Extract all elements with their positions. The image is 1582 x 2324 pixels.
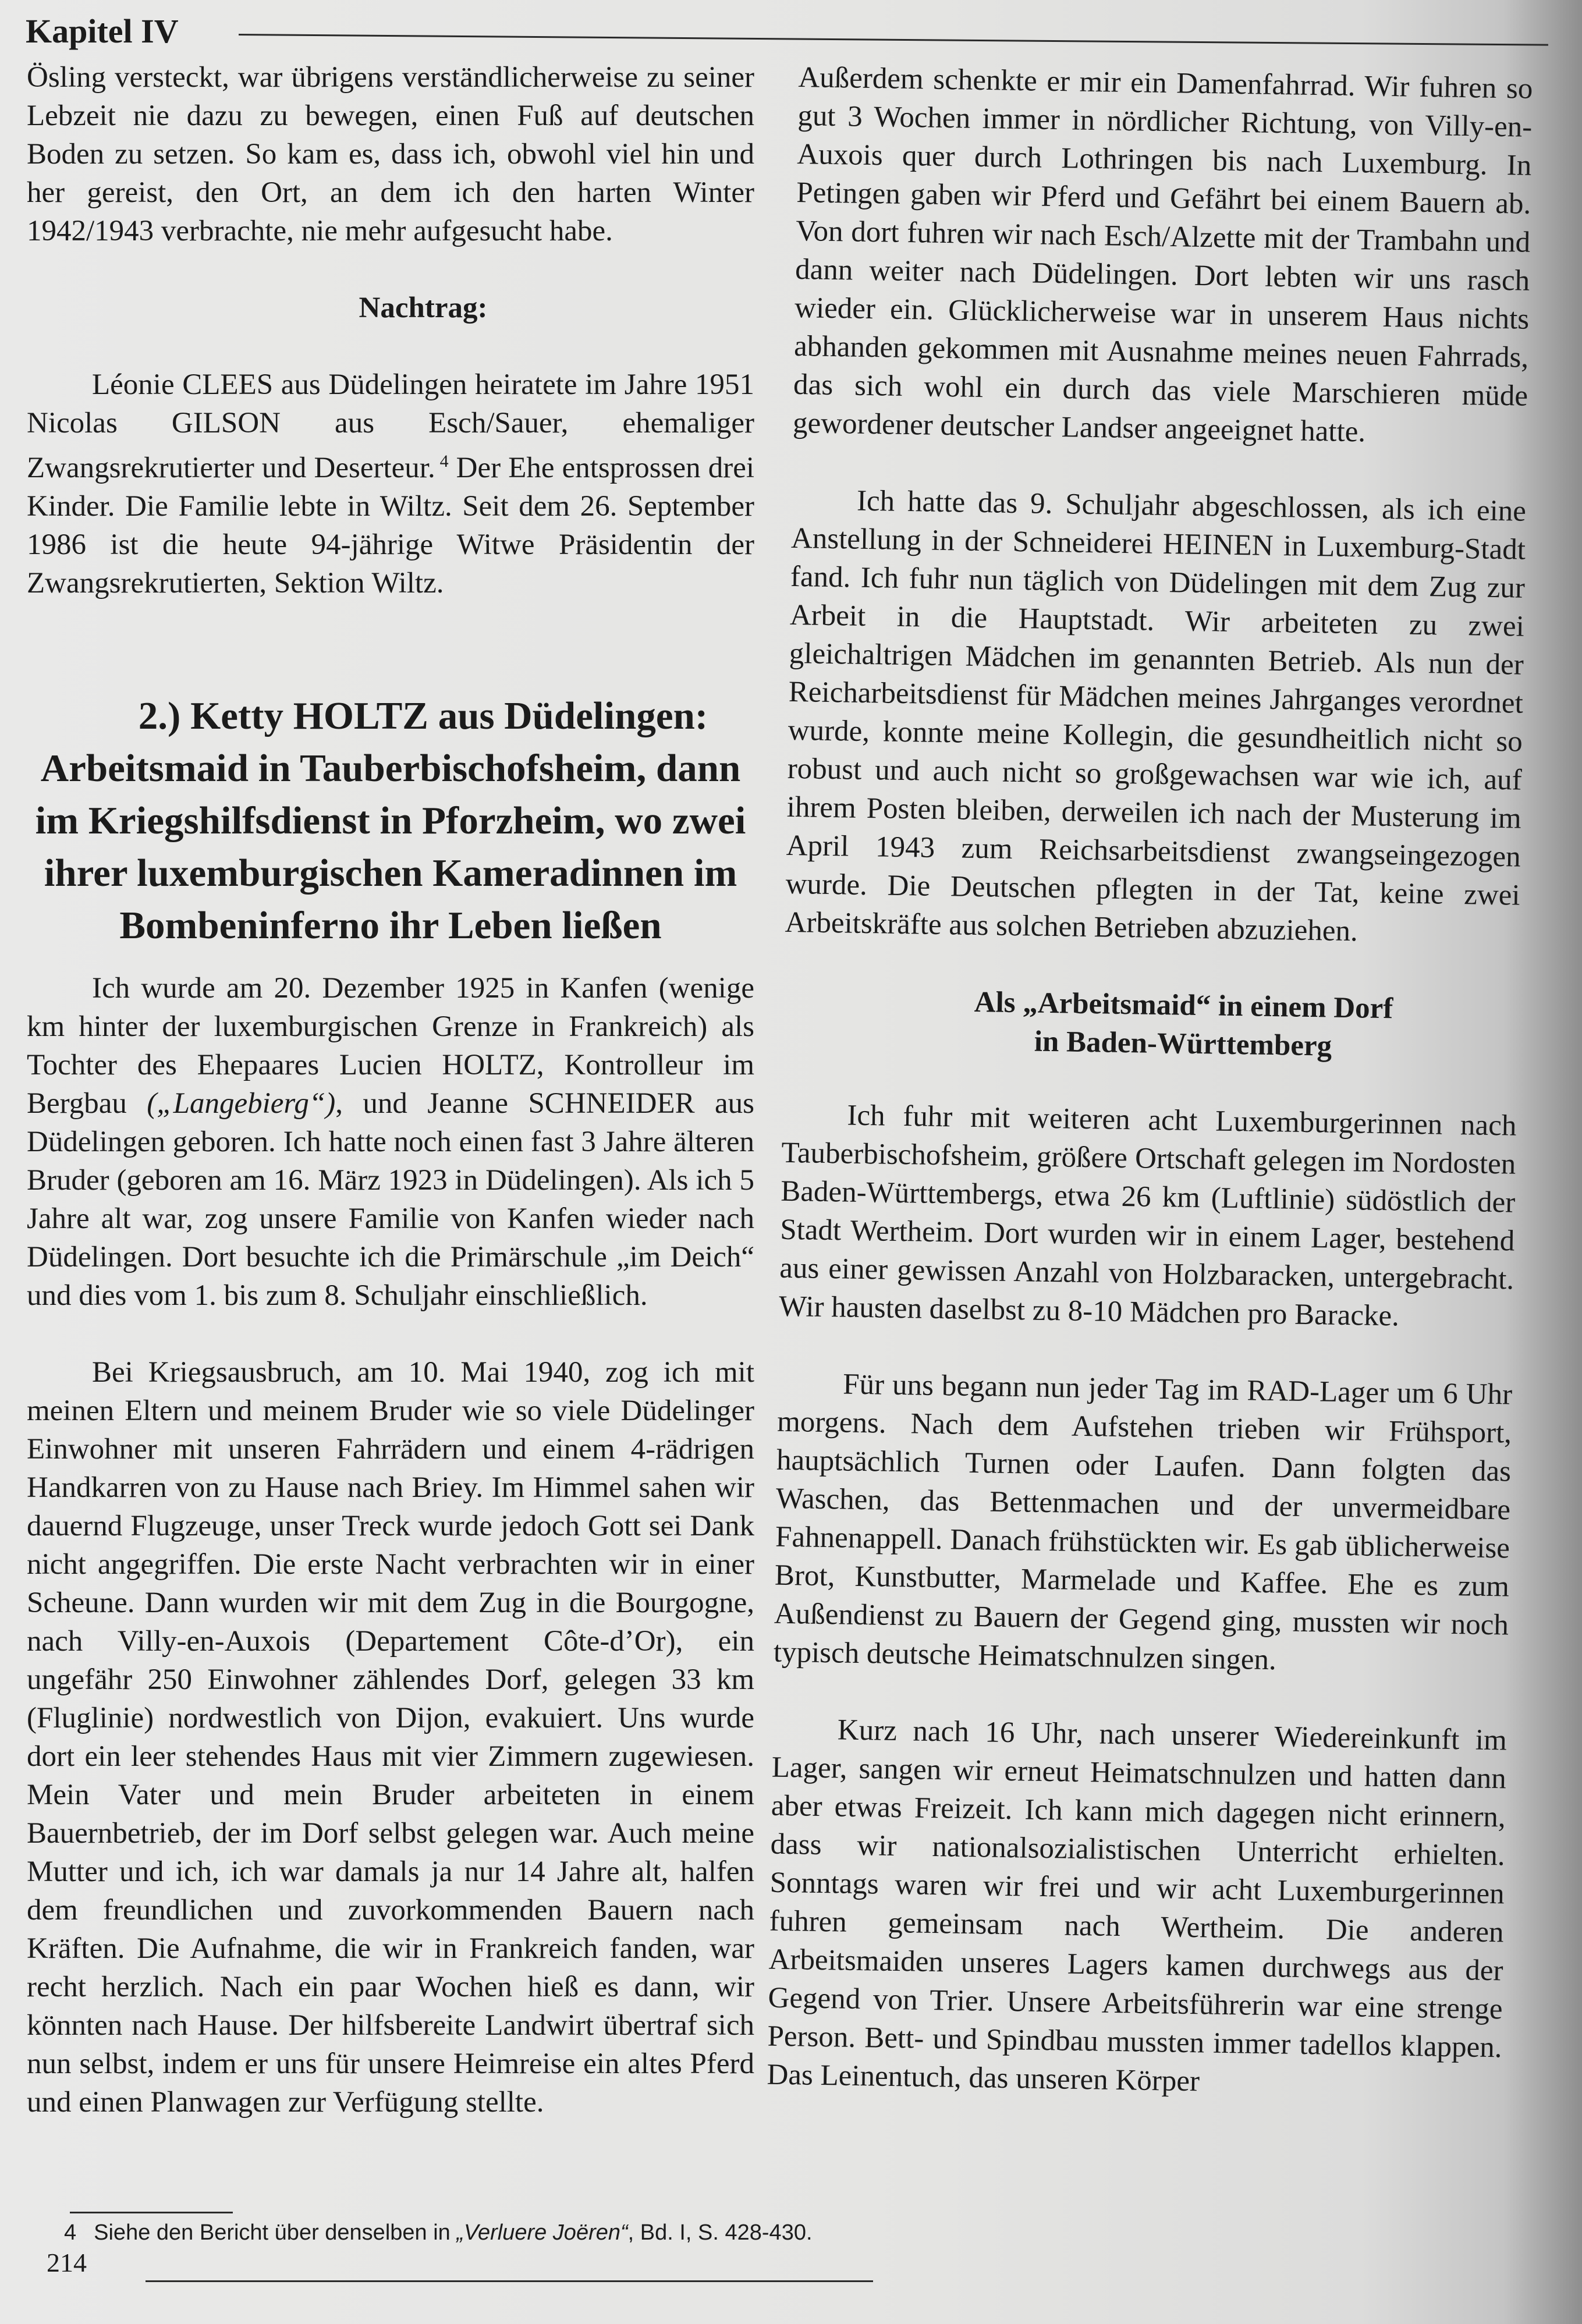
footnote-italic: „Verluere Joëren“ xyxy=(456,2220,628,2245)
footnote-reference: 4 xyxy=(439,452,449,471)
left-paragraph-4: Bei Kriegsausbruch, am 10. Mai 1940, zog ich mit meinen Eltern und meinem Bruder wie so viele Düdelinger Einwohner mit unseren Fahrrädern und einem 4-rädrigen Handkarren von zu Hause nach Briey. Im Himmel sahen wir dauernd Flugzeuge, unser Treck wurde jedoch Gott sei Dank nicht angegriffen. Die erste Nacht verbrachten wir in einer Scheune. Dann wurden wir mit dem Zug in die Bourgogne, nach Villy-en-Auxois (Departement Côte-d’Or), ein ungefähr 250 Einwohner zählendes Dorf, gelegen 33 km (Fluglinie) nordwestlich von Dijon, evakuiert. Uns wurde dort ein leer stehendes Haus mit vier Zimmern zugewiesen. Mein Vater und mein Bruder arbeiteten in einem Bauernbetrieb, der im Dorf selbst gelegen war. Auch meine Mutter und ich, ich war damals ja nur 14 Jahre alt, halfen dem freundlichen und zuvorkommenden Bauern nach Kräften. Die Aufnahme, die wir in Frankreich fanden, war recht herzlich. Nach ein paar Wochen hieß es dann, wir könnten nach Hause. Der hilfsbereite Landwirt übertraf sich nun selbst, indem er uns für unsere Heimreise ein altes Pferd und einen Planwagen zur Verfügung stellte. xyxy=(27,1356,754,2119)
left-paragraph-2-part-b: Der Ehe entsprossen drei Kinder. Die Familie lebte in Wiltz. Seit dem 26. September 1986 ist die heute 94-jährige Witwe Präsidentin der Zwangsrekrutierten, Sektion Wiltz. xyxy=(27,452,754,599)
left-paragraph-1: Ösling versteckt, war übrigens verständlicherweise zu seiner Lebzeit nie dazu zu bewegen, einen Fuß auf deutschen Boden zu setzen. So kam es, dass ich, obwohl viel hin und her gereist, den Ort, an dem ich den harten Winter 1942/1943 verbrachte, nie mehr aufgesucht habe. xyxy=(27,61,754,247)
article-title: 2.) Ketty HOLTZ aus Düdelingen: Arbeitsmaid in Tauberbischofsheim, dann im Kriegshilfsdienst in Pforzheim, wo zwei ihrer luxemburgischen Kameradinnen im Bombeninferno ihr Leben ließen xyxy=(35,694,746,947)
left-paragraph-3 xyxy=(27,969,754,1315)
left-paragraph-3-part-b: , und Jeanne SCHNEIDER aus Düdelingen geboren. Ich hatte noch einen fast 3 Jahre älteren Bruder (geboren am 16. März 1923 in Düdelingen). Als ich 5 Jahre alt war, zog unsere Familie von Kanfen wieder nach Düdelingen. Dort besuchte ich die Primärschule „im Deich“ und dies vom 1. bis zum 8. Schuljahr einschließlich. xyxy=(27,1087,755,1312)
footnote-text-after: , Bd. I, S. 428-430. xyxy=(627,2220,813,2245)
header-rule xyxy=(239,34,1548,46)
left-paragraph-3-italic: („Langebierg“) xyxy=(147,1087,336,1120)
subheading-line-2: in Baden-Württemberg xyxy=(1034,1025,1332,1063)
right-paragraph-2: Ich hatte das 9. Schuljahr abgeschlossen, als ich eine Anstellung in der Schneiderei HEINEN in Luxemburg-Stadt fand. Ich fuhr nun täglich von Düdelingen mit dem Zug zur Arbeit in die Hauptstadt. Wir arbeiteten zu zwei gleichaltrigen Mädchen im genannten Betrieb. Als nun der Reicharbeitsdienst für Mädchen meines Jahrganges verordnet wurde, konnte meine Kollegin, die gesundheitlich nicht so robust und auch nicht so großgewachsen war wie ich, auf ihrem Posten bleiben, derweilen ich nach der Musterung im April 1943 zum Reichsarbeitsdienst zwangseingezogen wurde. Die Deutschen pflegten in der Tat, keine zwei Arbeitskräfte aus solchen Betrieben abzuziehen. xyxy=(785,484,1527,948)
right-paragraph-4: Für uns begann nun jeder Tag im RAD-Lager um 6 Uhr morgens. Nach dem Aufstehen trieben wir Frühsport, hauptsächlich Turnen oder Laufen. Dann folgten das Waschen, das Bettenmachen und der unvermeidbare Fahnenappell. Danach frühstückten wir. Es gab üblicherweise Brot, Kunstbutter, Marmelade und Kaffee. Ehe es zum Außendienst zu Bauern der Gegend ging, mussten wir noch typisch deutsche Heimatschnulzen singen. xyxy=(773,1368,1513,1677)
left-paragraph-3-part-a: Ich wurde am 20. Dezember 1925 in Kanfen (wenige km hinter der luxemburgischen Grenze in Frankreich) als Tochter des Ehepaares Lucien HOLTZ, Kontrolleur im Bergbau xyxy=(27,972,754,1120)
right-paragraph-3: Ich fuhr mit weiteren acht Luxemburgerinnen nach Tauberbischofsheim, größere Ortschaft gelegen im Nordosten Baden-Württembergs, etwa 26 km (Luftlinie) südöstlich der Stadt Wertheim. Dort wurden wir in einem Lager, bestehend aus einer gewissen Anzahl von Holzbaracken, untergebracht. Wir hausten daselbst zu 8-10 Mädchen pro Baracke. xyxy=(778,1099,1517,1333)
right-column xyxy=(767,58,1533,2105)
chapter-heading: Kapitel IV xyxy=(26,12,179,50)
footnote-number: 4 xyxy=(64,2220,77,2245)
right-paragraph-5: Kurz nach 16 Uhr, nach unserer Wiedereinkunft im Lager, sangen wir erneut Heimatschnulzen und hatten dann aber etwas Freizeit. Ich kann mich dagegen nicht erinnern, dass wir nationalsozialistischen Unterricht erhielten. Sonntags waren wir frei und wir acht Luxemburgerinnen fuhren gemeinsam nach Wertheim. Die anderen Arbeitsmaiden unseres Lagers kamen durchwegs aus der Gegend von Trier. Unsere Arbeitsführerin war eine strenge Person. Bett- und Spindbau mussten immer tadellos klappen. Das Leinentuch, das unseren Körper xyxy=(767,1713,1507,2098)
footnote xyxy=(64,2215,813,2250)
footnote-text-before: Siehe den Bericht über denselben in xyxy=(94,2220,451,2245)
bottom-rule xyxy=(146,2280,873,2282)
nachtrag-heading: Nachtrag: xyxy=(359,292,488,324)
right-paragraph-1: Außerdem schenkte er mir ein Damenfahrrad. Wir fuhren so gut 3 Wochen immer in nördlicher Richtung, von Villy-en-Auxois quer durch Lothringen bis nach Luxemburg. In Petingen gaben wir Pferd und Gefährt bei einem Bauern ab. Von dort fuhren wir nach Esch/Alzette mit der Trambahn und dann weiter nach Düdelingen. Dort lebten wir uns rasch wieder ein. Glücklicherweise war in unserem Haus nichts abhanden gekommen mit Ausnahme meines neuen Fahrrads, das sich wohl ein durch das viele Marschieren müde gewordener deutscher Landser angeeignet hatte. xyxy=(792,61,1533,449)
footnote-rule xyxy=(70,2212,233,2213)
left-column xyxy=(27,58,754,2121)
left-paragraph-2-part-a: Léonie CLEES aus Düdelingen heiratete im Jahre 1951 Nicolas GILSON aus Esch/Sauer, ehemaliger Zwangsrekrutierter und Deserteur. xyxy=(27,368,754,484)
subheading-line-1: Als „Arbeitsmaid“ in einem Dorf xyxy=(974,985,1393,1026)
page-number: 214 xyxy=(47,2248,87,2277)
left-paragraph-2 xyxy=(27,366,754,602)
